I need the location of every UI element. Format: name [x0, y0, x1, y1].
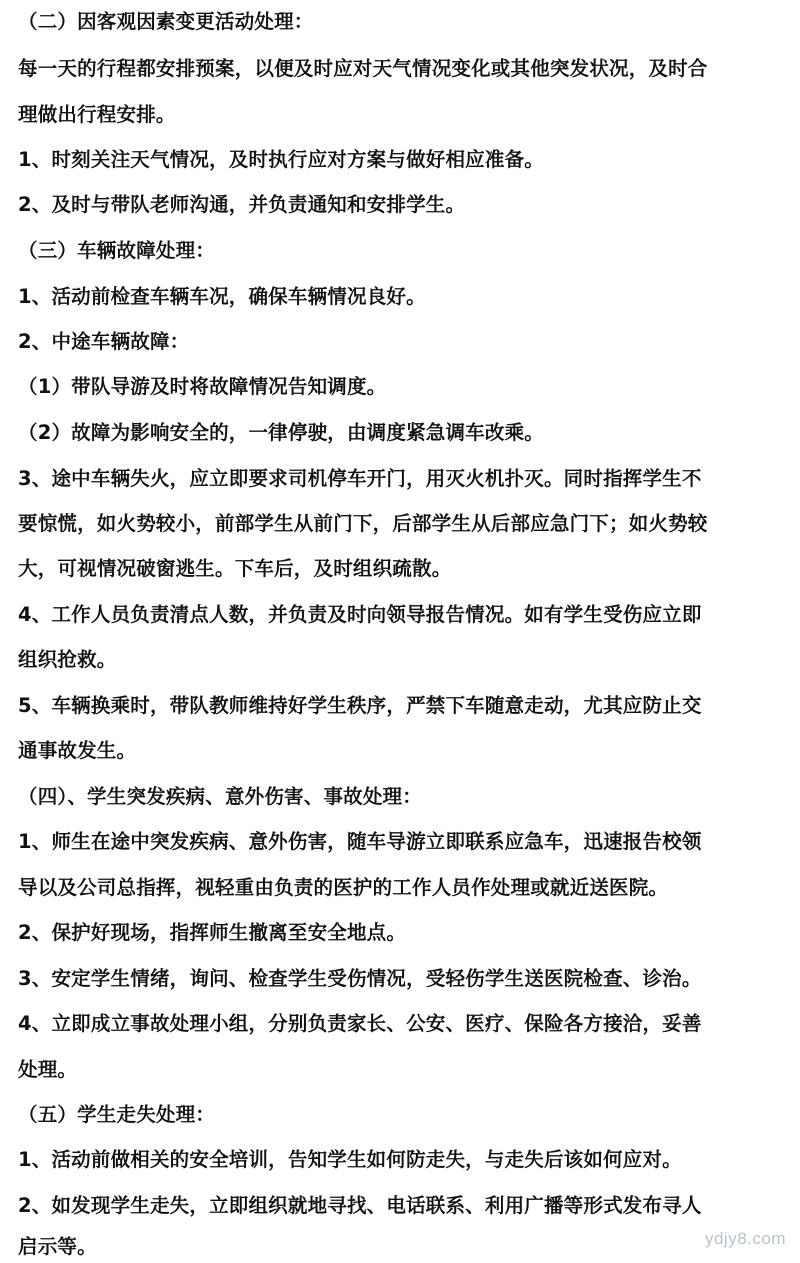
- text-line: 2、及时与带队老师沟通，并负责通知和安排学生。: [18, 193, 466, 216]
- text-line: 理做出行程安排。: [18, 103, 176, 126]
- text-line: （1）带队导游及时将故障情况告知调度。: [18, 375, 387, 398]
- text-line: 组织抢救。: [18, 648, 117, 671]
- text-line: 处理。: [18, 1058, 78, 1081]
- text-line: 4、工作人员负责清点人数，并负责及时向领导报告情况。如有学生受伤应立即: [18, 603, 702, 626]
- text-line: 每一天的行程都安排预案，以便及时应对天气情况变化或其他突发状况，及时合: [18, 57, 708, 80]
- watermark: ydjy8.com: [704, 1229, 786, 1248]
- text-line: 1、活动前检查车辆车况，确保车辆情况良好。: [18, 285, 426, 308]
- text-line: 要惊慌，如火势较小，前部学生从前门下，后部学生从后部应急门下；如火势较: [18, 512, 708, 535]
- text-line: 启示等。: [18, 1235, 97, 1258]
- text-line: 大，可视情况破窗逃生。下车后，及时组织疏散。: [18, 557, 452, 580]
- text-line: 导以及公司总指挥，视轻重由负责的医护的工作人员作处理或就近送医院。: [18, 876, 669, 899]
- section-heading: （五）学生走失处理：: [18, 1103, 216, 1126]
- text-line: 5、车辆换乘时，带队教师维持好学生秩序，严禁下车随意走动，尤其应防止交: [18, 694, 702, 717]
- text-line: 2、中途车辆故障：: [18, 330, 190, 353]
- text-line: 1、时刻关注天气情况，及时执行应对方案与做好相应准备。: [18, 148, 544, 171]
- section-heading: （四）、学生突发疾病、意外伤害、事故处理：: [18, 785, 422, 808]
- text-line: （2）故障为影响安全的，一律停驶，由调度紧急调车改乘。: [18, 421, 544, 444]
- text-line: 1、活动前做相关的安全培训，告知学生如何防走失，与走失后该如何应对。: [18, 1148, 682, 1171]
- text-line: 3、安定学生情绪，询问、检查学生受伤情况，受轻伤学生送医院检查、诊治。: [18, 967, 702, 990]
- section-heading: （二）因客观因素变更活动处理：: [18, 10, 314, 33]
- text-line: 3、途中车辆失火，应立即要求司机停车开门，用灭火机扑灭。同时指挥学生不: [18, 467, 702, 490]
- text-line: 4、立即成立事故处理小组，分别负责家长、公安、医疗、保险各方接洽，妥善: [18, 1012, 702, 1035]
- text-line: 2、保护好现场，指挥师生撤离至安全地点。: [18, 921, 407, 944]
- text-line: 1、师生在途中突发疾病、意外伤害，随车导游立即联系应急车，迅速报告校领: [18, 830, 702, 853]
- text-line: 2、如发现学生走失，立即组织就地寻找、电话联系、利用广播等形式发布寻人: [18, 1194, 702, 1217]
- text-line: 通事故发生。: [18, 739, 137, 762]
- section-heading: （三）车辆故障处理：: [18, 239, 216, 262]
